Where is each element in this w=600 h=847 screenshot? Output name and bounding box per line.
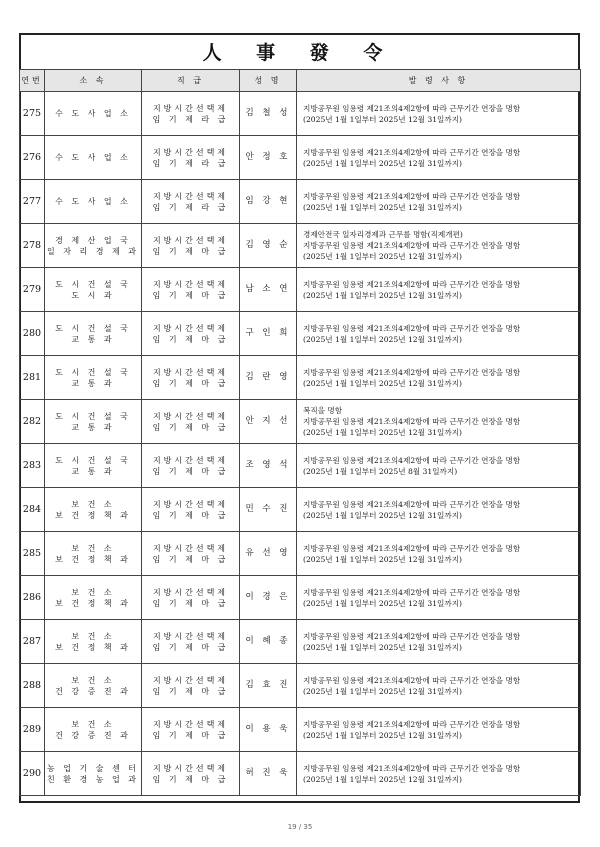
rank-cell: [142, 576, 240, 620]
order-content-cell: [297, 224, 581, 268]
table-row: [20, 268, 581, 312]
dept-line: 교 통 과: [71, 422, 115, 432]
person-name: 유 선 영: [240, 532, 297, 576]
rank-cell: [142, 268, 240, 312]
row-number: 289: [20, 708, 45, 752]
person-name: 김 철 성: [240, 92, 297, 136]
content-line: (2025년 1월 1일부터 2025년 12월 31일까지): [303, 428, 462, 437]
row-number: 275: [20, 92, 45, 136]
dept-line: 수 도 사 업 소: [55, 109, 131, 118]
department-cell: [45, 136, 142, 180]
table-row: [20, 620, 581, 664]
dept-line: 보 건 정 책 과: [55, 510, 131, 520]
department-cell: [45, 752, 142, 796]
row-number: 281: [20, 356, 45, 400]
dept-line: 수 도 사 업 소: [55, 197, 131, 206]
dept-line: 경 제 산 업 국: [55, 235, 131, 245]
rank-line: 임 기 제 라 급: [152, 202, 229, 212]
department-cell: [45, 356, 142, 400]
person-name: 구 인 희: [240, 312, 297, 356]
person-name: 민 수 진: [240, 488, 297, 532]
order-content-cell: [297, 180, 581, 224]
content-line: 지방공무원 임용령 제21조의4제2항에 따라 근무기간 연장을 명함: [303, 675, 521, 685]
rank-line: 지방시간선택제: [152, 191, 229, 201]
order-content-cell: [297, 92, 581, 136]
rank-line: 지방시간선택제: [152, 367, 229, 377]
rank-line: 지방시간선택제: [152, 763, 229, 773]
content-line: (2025년 1월 1일부터 2025년 12월 31일까지): [303, 378, 462, 388]
person-name: 안 지 선: [240, 400, 297, 444]
content-line: 지방공무원 임용령 제21조의4제2항에 따라 근무기간 연장을 명함: [303, 103, 521, 113]
order-content-cell: [297, 312, 581, 356]
rank-line: 지방시간선택제: [152, 103, 229, 113]
rank-cell: [142, 180, 240, 224]
department-cell: [45, 576, 142, 620]
row-number: 288: [20, 664, 45, 708]
department-cell: [45, 92, 142, 136]
dept-line: 도 시 건 설 국: [55, 367, 131, 377]
table-row: [20, 532, 581, 576]
row-number: 284: [20, 488, 45, 532]
content-line: (2025년 1월 1일부터 2025년 12월 31일까지): [303, 114, 462, 124]
order-content-cell: [297, 136, 581, 180]
rank-line: 임 기 제 마 급: [152, 246, 229, 256]
person-name: 김 효 진: [240, 664, 297, 708]
rank-line: 임 기 제 마 급: [152, 510, 229, 520]
row-number: 280: [20, 312, 45, 356]
rank-line: 임 기 제 마 급: [152, 642, 229, 652]
content-line: 지방공무원 임용령 제21조의4제2항에 따라 근무기간 연장을 명함: [303, 279, 521, 289]
rank-line: 지방시간선택제: [152, 147, 229, 157]
rank-line: 임 기 제 마 급: [152, 686, 229, 696]
content-line: (2025년 1월 1일부터 2025년 12월 31일까지): [303, 598, 462, 608]
content-line: (2025년 1월 1일부터 2025년 12월 31일까지): [303, 554, 462, 564]
dept-line: 교 통 과: [71, 378, 115, 388]
rank-line: 임 기 제 마 급: [152, 290, 229, 300]
content-line: (2025년 1월 1일부터 2025년 8월 31일까지): [303, 466, 458, 476]
order-content-cell: [297, 400, 581, 444]
content-line: (2025년 1월 1일부터 2025년 12월 31일까지): [303, 202, 462, 212]
dept-line: 보 건 정 책 과: [55, 642, 131, 652]
rank-cell: [142, 532, 240, 576]
dept-line: 도 시 건 설 국: [55, 279, 131, 289]
header-name: 성 명: [240, 70, 297, 92]
person-name: 이 경 은: [240, 576, 297, 620]
dept-line: 보 건 소: [71, 631, 115, 641]
dept-line: 교 통 과: [71, 334, 115, 344]
table-row: [20, 708, 581, 752]
rank-line: 임 기 제 마 급: [152, 422, 229, 432]
content-line: 경제안전국 일자리경제과 근무를 명함(직제개편): [303, 230, 463, 239]
rank-line: 지방시간선택제: [152, 411, 229, 421]
person-name: 안 정 호: [240, 136, 297, 180]
table-header-row: [20, 70, 581, 92]
rank-line: 임 기 제 마 급: [152, 334, 229, 344]
dept-line: 건 강 증 진 과: [55, 730, 131, 740]
dept-line: 보 건 소: [71, 719, 115, 729]
content-line: 지방공무원 임용령 제21조의4제2항에 따라 근무기간 연장을 명함: [303, 455, 521, 465]
header-no: 연번: [20, 70, 45, 92]
dept-line: 보 건 소: [71, 499, 115, 509]
dept-line: 농 업 기 술 센 터: [46, 763, 140, 773]
person-name: 조 영 석: [240, 444, 297, 488]
rank-cell: [142, 620, 240, 664]
row-number: 290: [20, 752, 45, 796]
person-name: 남 소 연: [240, 268, 297, 312]
rank-cell: [142, 224, 240, 268]
content-line: (2025년 1월 1일부터 2025년 12월 31일까지): [303, 334, 462, 344]
content-line: 지방공무원 임용령 제21조의4제2항에 따라 근무기간 연장을 명함: [303, 543, 521, 553]
department-cell: [45, 532, 142, 576]
rank-line: 임 기 제 라 급: [152, 158, 229, 168]
header-dept: 소 속: [45, 70, 142, 92]
department-cell: [45, 488, 142, 532]
rank-line: 임 기 제 마 급: [152, 378, 229, 388]
content-line: 지방공무원 임용령 제21조의4제2항에 따라 근무기간 연장을 명함: [303, 631, 521, 641]
dept-line: 도 시 건 설 국: [55, 323, 131, 333]
table-row: [20, 180, 581, 224]
rank-line: 임 기 제 마 급: [152, 554, 229, 564]
department-cell: [45, 180, 142, 224]
rank-line: 지방시간선택제: [152, 499, 229, 509]
order-content-cell: [297, 444, 581, 488]
department-cell: [45, 708, 142, 752]
content-line: 지방공무원 임용령 제21조의4제2항에 따라 근무기간 연장을 명함: [303, 323, 521, 333]
order-content-cell: [297, 532, 581, 576]
row-number: 283: [20, 444, 45, 488]
dept-line: 친 환 경 농 업 과: [46, 774, 140, 784]
department-cell: [45, 224, 142, 268]
rank-cell: [142, 444, 240, 488]
rank-cell: [142, 400, 240, 444]
content-line: 지방공무원 임용령 제21조의4제2항에 따라 근무기간 연장을 명함: [303, 763, 521, 773]
department-cell: [45, 444, 142, 488]
person-name: 이 혜 종: [240, 620, 297, 664]
content-line: 지방공무원 임용령 제21조의4제2항에 따라 근무기간 연장을 명함: [303, 417, 521, 426]
order-content-cell: [297, 576, 581, 620]
rank-cell: [142, 356, 240, 400]
rank-line: 지방시간선택제: [152, 587, 229, 597]
content-line: (2025년 1월 1일부터 2025년 12월 31일까지): [303, 642, 462, 652]
rank-cell: [142, 312, 240, 356]
content-line: 지방공무원 임용령 제21조의4제2항에 따라 근무기간 연장을 명함: [303, 367, 521, 377]
content-line: (2025년 1월 1일부터 2025년 12월 31일까지): [303, 730, 462, 740]
rank-line: 임 기 제 마 급: [152, 598, 229, 608]
content-line: 지방공무원 임용령 제21조의4제2항에 따라 근무기간 연장을 명함: [303, 719, 521, 729]
row-number: 277: [20, 180, 45, 224]
dept-line: 보 건 정 책 과: [55, 598, 131, 608]
header-rank: 직 급: [142, 70, 240, 92]
content-line: 지방공무원 임용령 제21조의4제2항에 따라 근무기간 연장을 명함: [303, 499, 521, 509]
rank-line: 지방시간선택제: [152, 675, 229, 685]
content-line: 지방공무원 임용령 제21조의4제2항에 따라 근무기간 연장을 명함: [303, 587, 521, 597]
row-number: 278: [20, 224, 45, 268]
rank-line: 지방시간선택제: [152, 543, 229, 553]
dept-line: 보 건 소: [71, 587, 115, 597]
order-content-cell: [297, 752, 581, 796]
table-row: [20, 356, 581, 400]
person-name: 김 란 영: [240, 356, 297, 400]
table-row: [20, 92, 581, 136]
rank-cell: [142, 92, 240, 136]
content-line: (2025년 1월 1일부터 2025년 12월 31일까지): [303, 252, 462, 261]
table-row: [20, 224, 581, 268]
department-cell: [45, 664, 142, 708]
order-content-cell: [297, 488, 581, 532]
dept-line: 도 시 건 설 국: [55, 455, 131, 465]
dept-line: 건 강 증 진 과: [55, 686, 131, 696]
table-row: [20, 664, 581, 708]
content-line: 복직을 명함: [303, 406, 343, 415]
row-number: 287: [20, 620, 45, 664]
header-content: 발 령 사 항: [297, 70, 581, 92]
rank-cell: [142, 752, 240, 796]
table-row: [20, 752, 581, 796]
dept-line: 보 건 정 책 과: [55, 554, 131, 564]
table-row: [20, 488, 581, 532]
person-name: 김 영 순: [240, 224, 297, 268]
row-number: 276: [20, 136, 45, 180]
rank-line: 지방시간선택제: [152, 279, 229, 289]
content-line: 지방공무원 임용령 제21조의4제2항에 따라 근무기간 연장을 명함: [303, 241, 521, 250]
rank-line: 지방시간선택제: [152, 719, 229, 729]
order-content-cell: [297, 708, 581, 752]
rank-cell: [142, 664, 240, 708]
content-line: 지방공무원 임용령 제21조의4제2항에 따라 근무기간 연장을 명함: [303, 191, 521, 201]
order-content-cell: [297, 356, 581, 400]
table-body: [20, 92, 581, 796]
rank-cell: [142, 488, 240, 532]
table-row: [20, 576, 581, 620]
person-name: 허 진 욱: [240, 752, 297, 796]
order-content-cell: [297, 664, 581, 708]
rank-line: 지방시간선택제: [152, 631, 229, 641]
department-cell: [45, 268, 142, 312]
row-number: 282: [20, 400, 45, 444]
page-number: 19 / 35: [287, 823, 313, 831]
row-number: 285: [20, 532, 45, 576]
person-name: 임 강 현: [240, 180, 297, 224]
department-cell: [45, 400, 142, 444]
dept-line: 도 시 건 설 국: [55, 411, 131, 421]
order-content-cell: [297, 268, 581, 312]
person-name: 이 용 욱: [240, 708, 297, 752]
dept-line: 도 시 과: [71, 290, 115, 300]
table-row: [20, 136, 581, 180]
content-line: (2025년 1월 1일부터 2025년 12월 31일까지): [303, 686, 462, 696]
content-line: (2025년 1월 1일부터 2025년 12월 31일까지): [303, 510, 462, 520]
rank-line: 임 기 제 마 급: [152, 774, 229, 784]
content-line: (2025년 1월 1일부터 2025년 12월 31일까지): [303, 158, 462, 168]
dept-line: 보 건 소: [71, 543, 115, 553]
rank-cell: [142, 708, 240, 752]
dept-line: 보 건 소: [71, 675, 115, 685]
rank-line: 임 기 제 마 급: [152, 730, 229, 740]
rank-line: 지방시간선택제: [152, 235, 229, 245]
personnel-order-table: [19, 69, 581, 796]
table-row: [20, 444, 581, 488]
table-row: [20, 312, 581, 356]
rank-line: 임 기 제 라 급: [152, 114, 229, 124]
table-row: [20, 400, 581, 444]
order-content-cell: [297, 620, 581, 664]
rank-line: 지방시간선택제: [152, 455, 229, 465]
content-line: (2025년 1월 1일부터 2025년 12월 31일까지): [303, 774, 462, 784]
page-title: 人 事 發 令: [202, 41, 397, 64]
dept-line: 수 도 사 업 소: [55, 153, 131, 162]
row-number: 286: [20, 576, 45, 620]
rank-cell: [142, 136, 240, 180]
dept-line: 교 통 과: [71, 466, 115, 476]
row-number: 279: [20, 268, 45, 312]
rank-line: 지방시간선택제: [152, 323, 229, 333]
dept-line: 일 자 리 경 제 과: [46, 246, 140, 256]
content-line: (2025년 1월 1일부터 2025년 12월 31일까지): [303, 290, 462, 300]
rank-line: 임 기 제 마 급: [152, 466, 229, 476]
department-cell: [45, 312, 142, 356]
content-line: 지방공무원 임용령 제21조의4제2항에 따라 근무기간 연장을 명함: [303, 147, 521, 157]
department-cell: [45, 620, 142, 664]
